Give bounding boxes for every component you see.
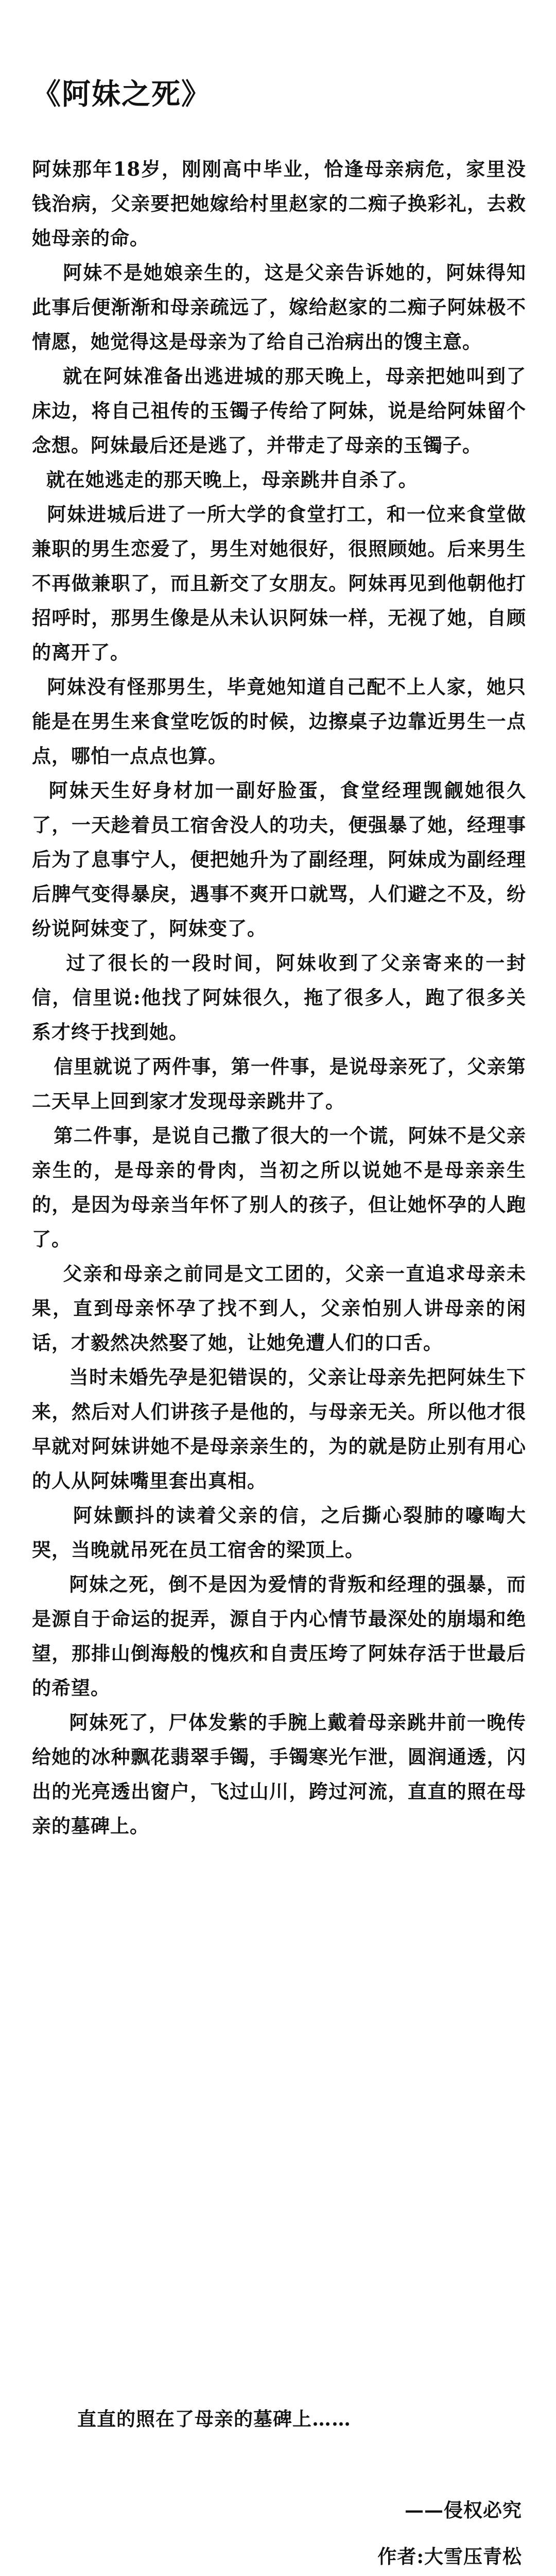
- paragraph: 信里就说了两件事，第一件事，是说母亲死了，父亲第二天早上回到家才发现母亲跳井了。: [32, 1055, 527, 1112]
- paragraph: 阿妹不是她娘亲生的，这是父亲告诉她的，阿妹得知此事后便渐渐和母亲疏远了，嫁给赵家的二痴子阿妹极不情愿，她觉得这是母亲为了给自己治病出的馊主意。: [32, 261, 526, 353]
- copyright-notice: ——侵权必究: [405, 2499, 522, 2521]
- paragraph: 阿妹没有怪那男生，毕竟她知道自己配不上人家，她只能是在男生来食堂吃饭的时候，边擦桌子边靠近男生一点点，哪怕一点点也算。: [32, 675, 527, 767]
- closing-line: 直直的照在了母亲的墓碑上……: [77, 2408, 351, 2430]
- paragraph: 过了很长的一段时间，阿妹收到了父亲寄来的一封信，信里说:他找了阿妹很久，拖了很多人，跑了很多关系才终于找到她。: [32, 952, 526, 1043]
- paragraph: 当时未婚先孕是犯错误的，父亲让母亲先把阿妹生下来，然后对人们讲孩子是他的，与母亲无关。所以他才很早就对阿妹讲她不是母亲亲生的，为的就是防止别有用心的人从阿妹嘴里套出真相。: [32, 1366, 526, 1492]
- paragraph: 阿妹颤抖的读着父亲的信，之后撕心裂肺的嚎啕大哭，当晚就吊死在员工宿舍的梁顶上。: [32, 1504, 526, 1561]
- paragraph: 第二件事，是说自己撒了很大的一个谎，阿妹不是父亲亲生的，是母亲的骨肉，当初之所以说她不是母亲亲生的，是因为母亲当年怀了别人的孩子，但让她怀孕的人跑了。: [32, 1124, 527, 1250]
- article-title: 《阿妹之死》: [32, 77, 211, 111]
- paragraph: 父亲和母亲之前同是文工团的，父亲一直追求母亲未果，直到母亲怀孕了找不到人，父亲怕别人讲母亲的闲话，才毅然决然娶了她，让她免遭人们的口舌。: [32, 1262, 526, 1354]
- paragraph: 阿妹那年18岁，刚刚高中毕业，恰逢母亲病危，家里没钱治病，父亲要把她嫁给村里赵家的二痴子换彩礼，去救她母亲的命。: [32, 158, 526, 249]
- paragraph: 就在阿妹准备出逃进城的那天晚上，母亲把她叫到了床边，将自己祖传的玉镯子传给了阿妹，说是给阿妹留个念想。阿妹最后还是逃了，并带走了母亲的玉镯子。: [32, 365, 526, 456]
- paragraph: 阿妹死了，尸体发紫的手腕上戴着母亲跳井前一晚传给她的冰种飘花翡翠手镯，手镯寒光乍泄，圆润通透，闪出的光亮透出窗户，飞过山川，跨过河流，直直的照在母亲的墓碑上。: [32, 1711, 526, 1837]
- paragraph: 阿妹天生好身材加一副好脸蛋，食堂经理觊觎她很久了，一天趁着员工宿舍没人的功夫，便强暴了她，经理事后为了息事宁人，便把她升为了副经理，阿妹成为副经理后脾气变得暴戾，遇事不爽开口就骂，人们避之不及，纷纷说阿妹变了，阿妹变了。: [32, 779, 527, 940]
- article-body: [32, 152, 526, 1843]
- paragraph: 阿妹之死，倒不是因为爱情的背叛和经理的强暴，而是源自于命运的捉弄，源自于内心情节最深处的崩塌和绝望，那排山倒海般的愧疚和自责压垮了阿妹存活于世最后的希望。: [32, 1573, 526, 1699]
- paragraph: 阿妹进城后进了一所大学的食堂打工，和一位来食堂做兼职的男生恋爱了，男生对她很好，很照顾她。后来男生不再做兼职了，而且新交了女朋友。阿妹再见到他朝他打招呼时，那男生像是从未认识阿妹一样，无视了她，自顾的离开了。: [32, 503, 527, 664]
- author-credit: 作者:大雪压青松: [377, 2545, 522, 2568]
- paragraph: 就在她逃走的那天晚上，母亲跳井自杀了。: [32, 468, 418, 491]
